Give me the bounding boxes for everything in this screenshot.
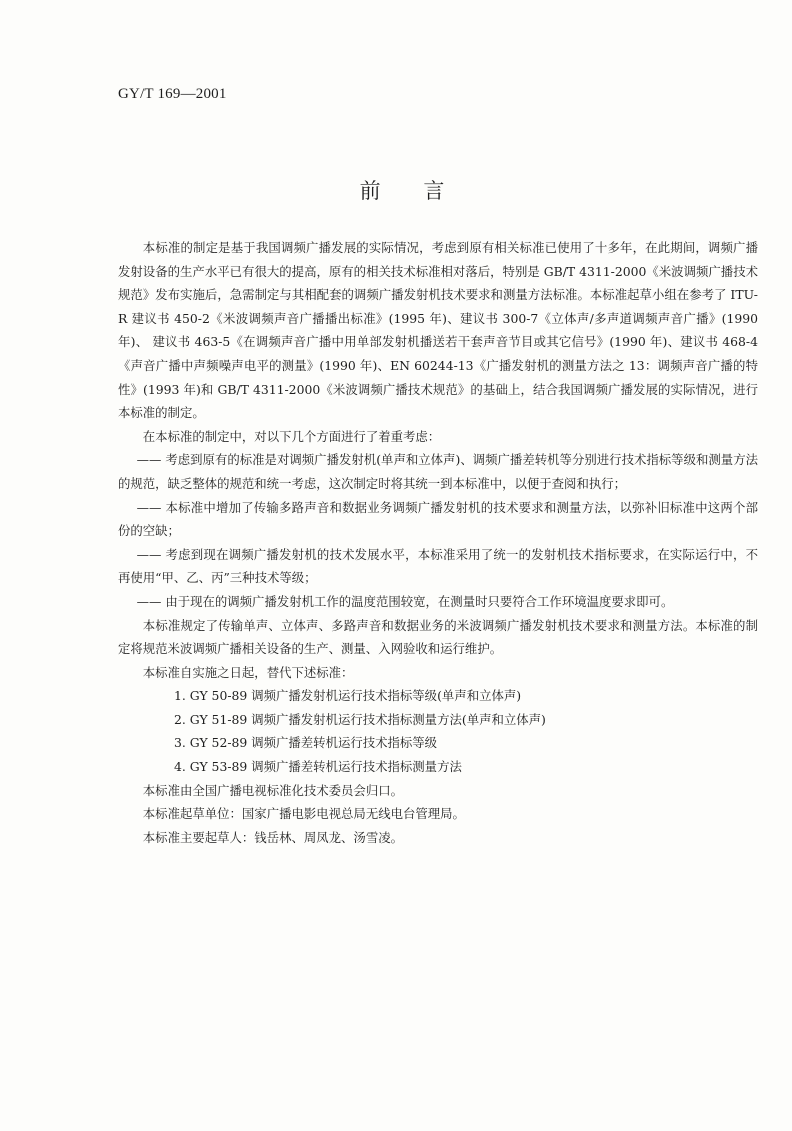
paragraph-background: 本标准的制定是基于我国调频广播发展的实际情况，考虑到原有相关标准已使用了十多年，在此期间，调频广播发射设备的生产水平已有很大的提高，原有的相关技术标准相对落后，特别是 GB/T 4311-2000《米波调频广播技术规范》发布实施后，急需制定与其相配套的调频广播发射机技术要求和测量方法标准。本标准起草小组在参考了 ITU-R 建议书 450-2《米波调频声音广播播出标准》(1995 年)、建议书 300-7《立体声/多声道调频声音广播》(1990 年)、 建议书 463-5《在调频声音广播中用单部发射机播送若干套声音节目或其它信号》(1990 年)、建议书 468-4《声音广播中声频噪声电平的测量》(1990 年)、EN 60244-13《广播发射机的测量方法之 13：调频声音广播的特性》(1993 年)和 GB/T 4311-2000《米波调频广播技术规范》的基础上，结合我国调频广播发展的实际情况，进行本标准的制定。: [118, 240, 758, 421]
paragraph-considerations-intro: 在本标准的制定中，对以下几个方面进行了着重考虑：: [142, 428, 441, 444]
proposer-line: 本标准由全国广播电视标准化技术委员会归口。: [142, 782, 403, 798]
standard-code: GY/T 169—2001: [118, 86, 227, 102]
paragraph-replacement-intro: 本标准自实施之日起，替代下述标准：: [142, 664, 354, 680]
paragraph-consideration-2: —— 本标准中增加了传输多路声音和数据业务调频广播发射机的技术要求和测量方法，以弥补旧标准中这两个部份的空缺；: [118, 499, 758, 539]
list-item: 3. GY 52-89 调频广播差转机运行技术指标等级: [174, 735, 438, 751]
paragraph-consideration-1: —— 考虑到原有的标准是对调频广播发射机(单声和立体声)、调频广播差转机等分别进行技术指标等级和测量方法的规范，缺乏整体的规范和统一考虑，这次制定时将其统一到本标准中，以便于查阅和执行；: [118, 452, 758, 491]
paragraph-consideration-4: —— 由于现在的调频广播发射机工作的温度范围较宽，在测量时只要符合工作环境温度要求即可。: [136, 593, 674, 609]
list-item: 4. GY 53-89 调频广播差转机运行技术指标测量方法: [174, 759, 462, 775]
paragraph-consideration-3: —— 考虑到现在调频广播发射机的技术发展水平，本标准采用了统一的发射机技术指标要求，在实际运行中，不再使用“甲、乙、丙”三种技术等级；: [118, 546, 758, 586]
drafters-line: 本标准主要起草人：钱岳林、周凤龙、汤雪凌。: [142, 829, 403, 845]
list-item: 2. GY 51-89 调频广播发射机运行技术指标测量方法(单声和立体声): [174, 711, 546, 727]
document-body: [118, 236, 758, 849]
drafting-unit-line: 本标准起草单位：国家广播电影电视总局无线电台管理局。: [142, 806, 465, 822]
paragraph-scope: 本标准规定了传输单声、立体声、多路声音和数据业务的米波调频广播发射机技术要求和测量方法。本标准的制定将规范米波调频广播相关设备的生产、测量、入网验收和运行维护。: [118, 617, 758, 657]
list-item: 1. GY 50-89 调频广播发射机运行技术指标等级(单声和立体声): [174, 688, 522, 704]
page-title: 前 言: [359, 179, 463, 203]
replaced-standards-list: [118, 684, 758, 778]
